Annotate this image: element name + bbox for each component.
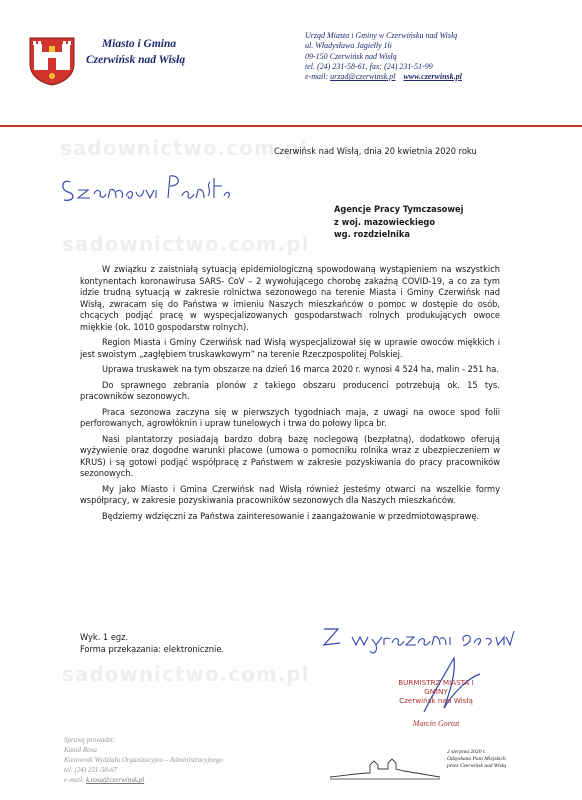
- footnote: [447, 749, 506, 770]
- enclosure-line: Wyk. 1 egz.: [80, 632, 129, 643]
- handwritten-closing: [318, 617, 518, 657]
- stamp-line: Czerwińsk nad Wisłą: [399, 696, 473, 705]
- prepared-by-email-label: e-mail:: [64, 776, 86, 784]
- enclosure-note: [80, 632, 224, 656]
- org-name-line1: Miasto i Gmina: [102, 38, 177, 50]
- prepared-by-label: Sprawę prowadzi:: [64, 736, 115, 744]
- recipient-line: Agencje Pracy Tymczasowej: [334, 204, 464, 215]
- town-skyline-drawing: [330, 755, 440, 780]
- recipient-block: [334, 204, 463, 242]
- org-name-line2: Czerwińsk nad Wisłą: [86, 54, 186, 66]
- body-paragraph: My jako Miasto i Gmina Czerwińsk nad Wisłą również jesteśmy otwarci na wszelkie formy współpracy, w zakresie pozyskiwania pracowników sezonowych dla Naszych mieszkańców.: [80, 483, 500, 506]
- organization-name: [86, 36, 185, 68]
- handwritten-greeting: [58, 168, 233, 208]
- email-link[interactable]: urzad@czerwinsk.pl: [330, 72, 396, 82]
- watermark: sadownictwo.com.pl: [62, 232, 310, 256]
- recipient-line: z woj. mazowieckiego: [334, 216, 436, 228]
- address-line: Urząd Miasta i Gminy w Czerwińsku nad Wisłą: [305, 31, 458, 40]
- coat-of-arms-logo: [28, 36, 76, 86]
- stamp-line: BURMISTRZ MIASTA I GMINY: [398, 678, 474, 696]
- prepared-by-email[interactable]: k.rosa@czerwinsk.pl: [85, 776, 145, 784]
- official-stamp: [388, 678, 484, 728]
- website-link[interactable]: www.czerwinsk.pl: [403, 72, 462, 82]
- body-paragraph: Praca sezonowa zaczyna się w pierwszych tygodniach maja, z uwagi na owoce spod folii perforowanych, agrowłóknin i upraw tunelowych i trwa do połowy lipca br.: [80, 406, 500, 429]
- body-paragraph: Uprawa truskawek na tym obszarze na dzień 16 marca 2020 r. wynosi 4 524 ha, malin - 251 ha.: [102, 364, 499, 375]
- prepared-by-tel: tel. (24) 231-58-67: [64, 766, 118, 774]
- footnote-line: przez Czerwińsk nad Wisłą: [447, 763, 507, 769]
- body-paragraph: Będziemy wdzięczni za Państwa zainteresowanie i zaangażowanie w przedmiotowąsprawę.: [102, 510, 480, 522]
- footnote-line: 2 sierpnia 2020 r.: [447, 749, 486, 755]
- body-paragraph: Do sprawnego zebrania plonów z takiego obszaru producenci potrzebują ok. 15 tys. pracowników sezonowych.: [80, 379, 500, 402]
- footnote-line: Odzyskana Pani Miejskich: [447, 756, 506, 762]
- watermark: sadownictwo.com.pl: [60, 136, 308, 160]
- stamp-name: Marcin Gortat: [412, 719, 460, 728]
- body-paragraph: W związku z zaistniałą sytuacją epidemiologiczną spowodowaną wystąpieniem na wszystkich kontynentach koronawirusa SARS- CoV – 2 wywołującego chorobę zakaźną COVID-19, a co za tym idzie trudną sytuacją w zakresie rolnictwa sezonowego na terenie Miasta i Gminy Czerwińsk nad Wisłą, zwracam się do Państwa w imieniu Naszych mieszkańców o pomoc w dostępie do osób, chcących podjąć pracę w wyspecjalizowanych gospodarstwach rolnych produkujących owoce miękkie (ok. 1010 gospodarstw rolnych).: [80, 264, 500, 333]
- enclosure-line: Forma przekazania: elektronicznie.: [80, 644, 225, 655]
- body-paragraph: Nasi plantatorzy posiadają bardzo dobrą bazę noclegową (bezpłatną), dodatkowo oferują wyżywienie oraz dogodne warunki płacowe (umowa o pomocniku rolnika wraz z ubezpieczeniem w KRUS) i są gotowi podjąć współpracę z Państwem w zakresie pozyskiwania do pracy pracowników sezonowych.: [80, 433, 500, 479]
- address-line: tel. (24) 231-58-61, fax: (24) 231-51-99: [305, 61, 433, 71]
- date-line: Czerwińsk nad Wisłą, dnia 20 kwietnia 2020 roku: [274, 146, 477, 157]
- prepared-by-role: Kierownik Wydziału Organizacyjno – Administracyjnego: [64, 756, 223, 764]
- prepared-by-name: Kamil Rosa: [64, 746, 97, 754]
- address-line: ul. Władysława Jagiełły 16: [305, 41, 392, 51]
- header-divider: [0, 125, 582, 127]
- address-line: 09-150 Czerwińsk nad Wisłą: [305, 51, 397, 61]
- watermark: sadownictwo.com.pl: [62, 662, 310, 686]
- prepared-by-block: [64, 735, 223, 785]
- recipient-line: wg. rozdzielnika: [334, 229, 410, 240]
- body-paragraph: Region Miasta i Gminy Czerwińsk nad Wisłą wyspecjalizował się w uprawie owoców miękkich i jest swoistym „zagłębiem truskawkowym” na terenie Rzeczpospolitej Polskiej.: [80, 337, 500, 360]
- office-address: [305, 31, 462, 82]
- letter-body: [80, 264, 500, 526]
- email-label: e-mail:: [305, 72, 331, 82]
